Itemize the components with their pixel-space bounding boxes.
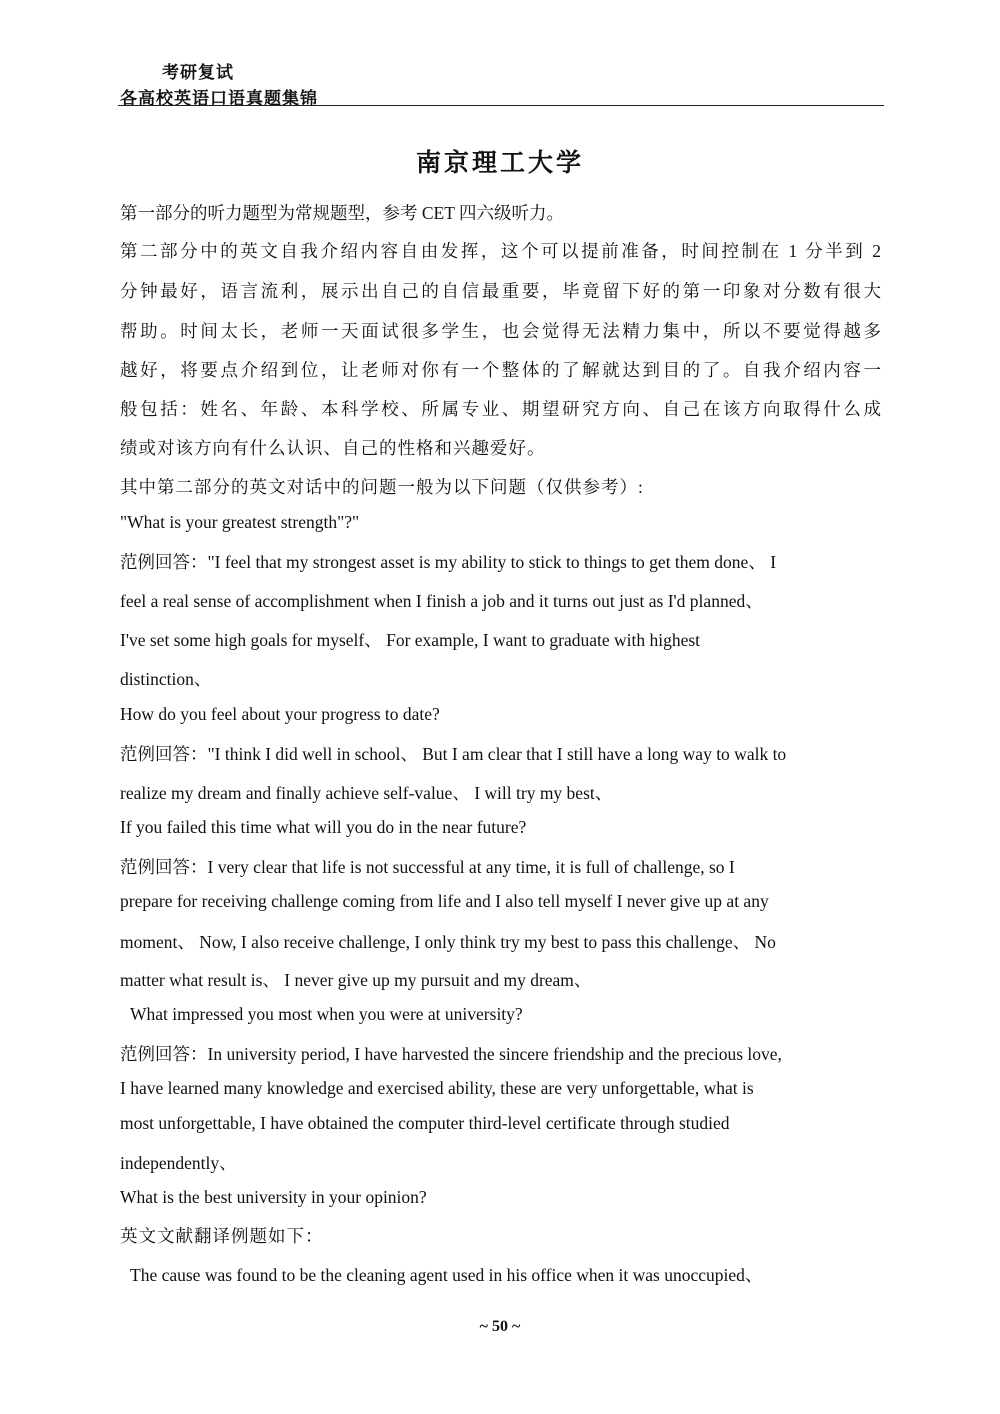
text-line: What impressed you most when you were at university? [130, 1004, 523, 1024]
text-line: realize my dream and finally achieve self-value、 I will try my best、 [120, 783, 613, 803]
text-line: I've set some high goals for myself、 For example, I want to graduate with highest [120, 630, 701, 650]
text-line: 范例回答："I feel that my strongest asset is my ability to stick to things to get them done、 I [120, 552, 777, 572]
text-line: feel a real sense of accomplishment when I finish a job and it turns out just as I'd planned、 [120, 591, 763, 611]
text-line: prepare for receiving challenge coming from life and I also tell myself I never give up at any [120, 891, 769, 911]
text-line: 分钟最好，语言流利，展示出自己的自信最重要，毕竟留下好的第一印象对分数有很大 [120, 281, 882, 301]
header-subtitle: 各高校英语口语真题集锦 [120, 89, 318, 108]
text-line: 范例回答：I very clear that life is not successful at any time, it is full of challenge, so I [120, 857, 735, 877]
text-line: If you failed this time what will you do in the near future? [120, 817, 527, 837]
text-line: 第一部分的听力题型为常规题型，参考 CET 四六级听力。 [120, 203, 564, 223]
text-line: most unforgettable, I have obtained the computer third-level certificate through studied [120, 1113, 730, 1133]
text-line: I have learned many knowledge and exercised ability, these are very unforgettable, what is [120, 1078, 754, 1098]
text-line: distinction、 [120, 669, 212, 689]
page-number: ~ 50 ~ [479, 1318, 521, 1335]
text-line: matter what result is、 I never give up my pursuit and my dream、 [120, 970, 592, 990]
header-title: 考研复试 [162, 63, 234, 82]
header-divider [118, 105, 884, 106]
text-line: 其中第二部分的英文对话中的问题一般为以下问题（仅供参考）: [120, 477, 644, 497]
text-line: 范例回答：In university period, I have harvested the sincere friendship and the precious love, [120, 1044, 782, 1064]
text-line: 绩或对该方向有什么认识、自己的性格和兴趣爱好。 [120, 438, 546, 458]
text-line: 英文文献翻译例题如下： [120, 1226, 324, 1246]
page-title: 南京理工大学 [415, 150, 584, 177]
text-line: How do you feel about your progress to date? [120, 704, 440, 724]
text-line: 第二部分中的英文自我介绍内容自由发挥，这个可以提前准备，时间控制在 1 分半到 2 [120, 241, 882, 261]
text-line: moment、 Now, I also receive challenge, I only think try my best to pass this challenge、 No [120, 932, 776, 952]
text-line: "What is your greatest strength"?" [120, 512, 360, 532]
text-line: 范例回答："I think I did well in school、 But I am clear that I still have a long way to walk to [120, 744, 787, 764]
text-line: 般包括：姓名、年龄、本科学校、所属专业、期望研究方向、自己在该方向取得什么成 [120, 399, 882, 419]
text-line: 越好，将要点介绍到位，让老师对你有一个整体的了解就达到目的了。自我介绍内容一 [120, 360, 882, 380]
text-line: 帮助。时间太长，老师一天面试很多学生，也会觉得无法精力集中，所以不要觉得越多 [120, 321, 882, 341]
text-line: independently、 [120, 1153, 237, 1173]
text-line: The cause was found to be the cleaning agent used in his office when it was unoccupied、 [130, 1265, 763, 1285]
text-line: What is the best university in your opinion? [120, 1187, 427, 1207]
